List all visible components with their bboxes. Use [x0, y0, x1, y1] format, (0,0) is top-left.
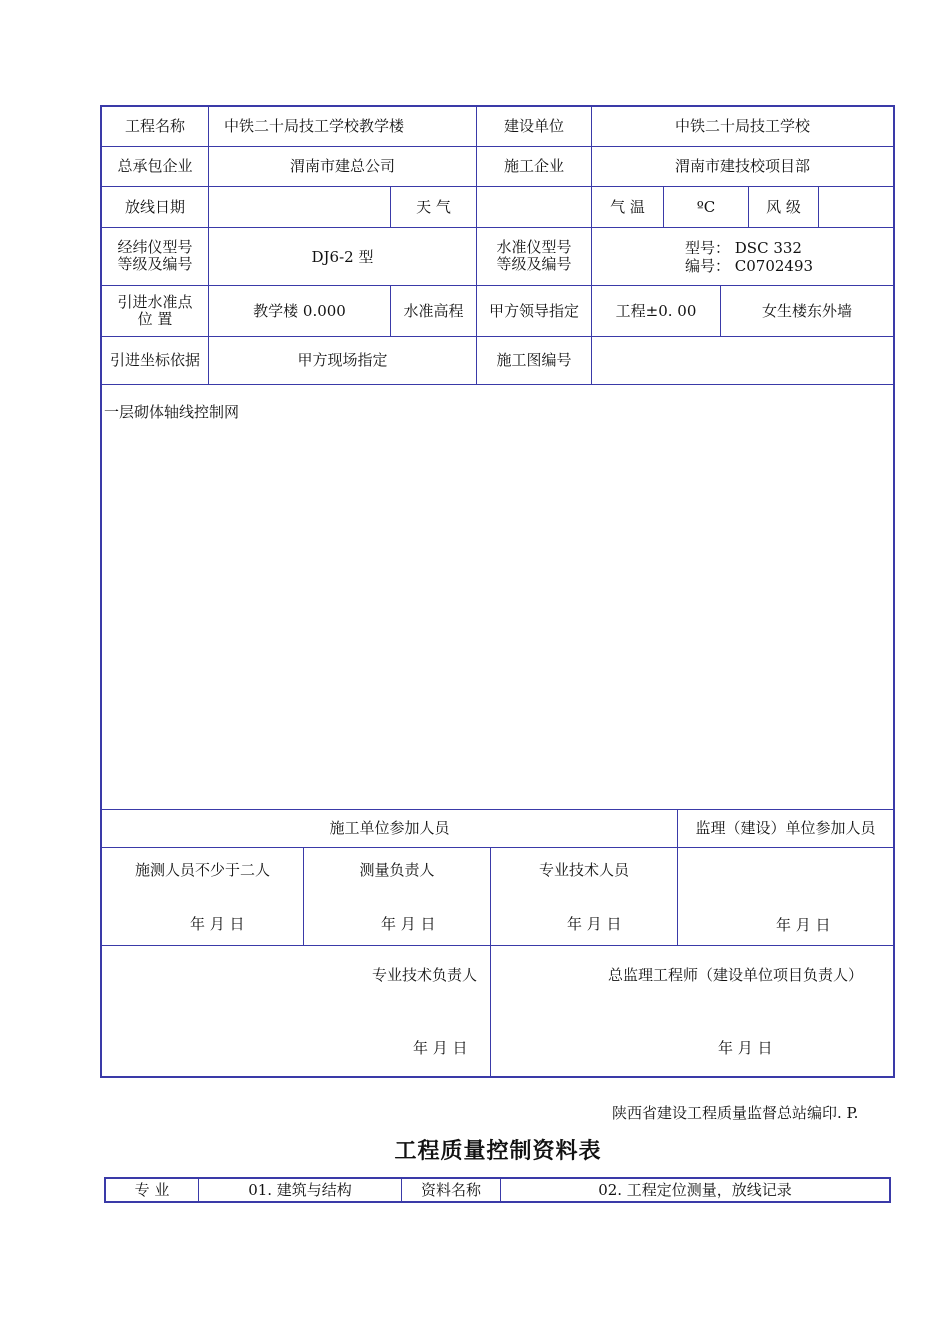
specialty-label: 专 业	[134, 1181, 170, 1199]
project-name-label: 工程名称	[124, 117, 185, 135]
benchmark-value: 教学楼 0.000	[253, 302, 346, 320]
builder-value: 渭南市建技校项目部	[674, 157, 810, 175]
tech-staff-label: 专业技术人员	[538, 861, 629, 879]
theodolite-label-line1: 经纬仪型号	[117, 238, 193, 256]
coord-basis-label: 引进坐标依据	[109, 351, 200, 369]
chief-supervisor-date: 年 月 日	[718, 1039, 773, 1057]
tech-chief-date: 年 月 日	[413, 1039, 468, 1057]
surveyor-date: 年 月 日	[190, 915, 245, 933]
benchmark-label-line2: 位 置	[137, 310, 173, 328]
general-contractor-label: 总承包企业	[117, 157, 193, 175]
benchmark-label	[102, 294, 208, 328]
sketch-note: 一层砌体轴线控制网	[104, 403, 240, 421]
elevation-location: 女生楼东外墙	[761, 302, 852, 320]
elevation-source: 甲方领导指定	[488, 302, 579, 320]
wind-label: 风 级	[766, 198, 801, 216]
tech-staff-date: 年 月 日	[567, 915, 622, 933]
next-form-title: 工程质量控制资料表	[394, 1138, 602, 1164]
supervisor-staff-label: 监理（建设）单位参加人员	[695, 819, 876, 837]
level-model: 型号： DSC 332	[685, 239, 802, 257]
builder-label: 施工企业	[503, 157, 564, 175]
coord-basis-value: 甲方现场指定	[297, 351, 388, 369]
publisher-note: 陕西省建设工程质量监督总站编印. P.	[612, 1104, 859, 1122]
level-info	[685, 239, 813, 275]
chief-supervisor-label: 总监理工程师（建设单位项目负责人）	[608, 966, 864, 984]
level-label-line1: 水准仪型号	[496, 238, 572, 256]
theodolite-label-line2: 等级及编号	[117, 255, 193, 273]
doc-name-value: 02. 工程定位测量，放线记录	[598, 1181, 792, 1199]
contractor-staff-label: 施工单位参加人员	[329, 819, 450, 837]
project-name-value: 中铁二十局技工学校教学楼	[224, 117, 405, 135]
drawing-no-label: 施工图编号	[496, 351, 572, 369]
temp-unit: ºC	[696, 198, 716, 216]
surveyor-label: 施测人员不少于二人	[134, 861, 270, 879]
supervisor-date: 年 月 日	[776, 916, 831, 934]
level-serial: 编号： C0702493	[685, 257, 814, 275]
owner-label: 建设单位	[503, 117, 564, 135]
level-label	[477, 239, 591, 273]
doc-name-label: 资料名称	[420, 1181, 481, 1199]
tech-chief-label: 专业技术负责人	[372, 966, 478, 984]
layout-date-label: 放线日期	[124, 198, 185, 216]
survey-lead-label: 测量负责人	[359, 861, 435, 879]
temp-label: 气 温	[610, 198, 645, 216]
benchmark-label-line1: 引进水准点	[117, 293, 193, 311]
elevation-label: 水准高程	[403, 302, 464, 320]
general-contractor-value: 渭南市建总公司	[289, 157, 395, 175]
elevation-value: 工程±0. 00	[615, 302, 697, 320]
survey-lead-date: 年 月 日	[381, 915, 436, 933]
owner-value: 中铁二十局技工学校	[674, 117, 810, 135]
theodolite-label	[102, 239, 208, 273]
specialty-value: 01. 建筑与结构	[248, 1181, 352, 1199]
theodolite-value: DJ6-2 型	[311, 248, 374, 266]
level-label-line2: 等级及编号	[496, 255, 572, 273]
weather-label: 天 气	[416, 198, 451, 216]
